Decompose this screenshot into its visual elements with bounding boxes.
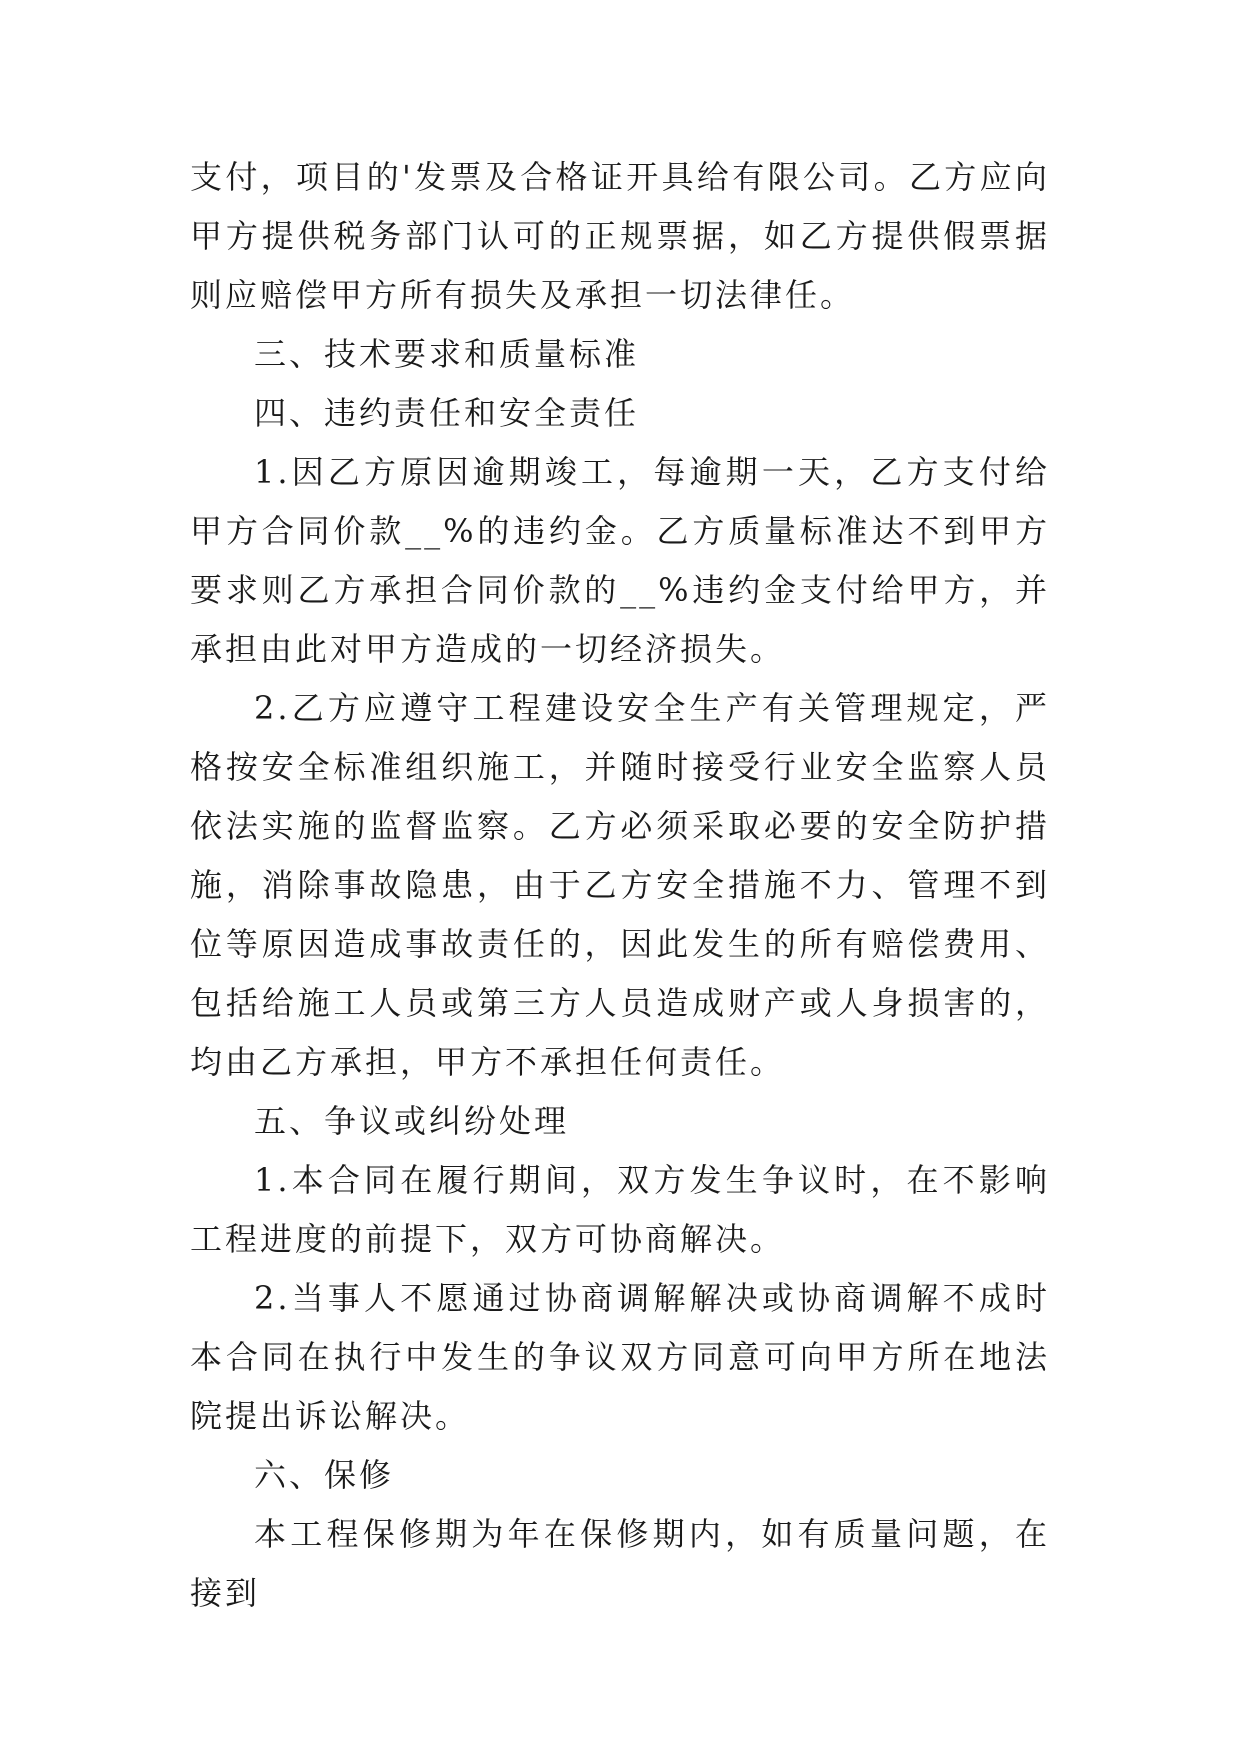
paragraph-safety-responsibility: 2.乙方应遵守工程建设安全生产有关管理规定，严格按安全标准组织施工，并随时接受行业安全监察人员依法实施的监督监察。乙方必须采取必要的安全防护措施，消除事故隐患，由于乙方安全措施不力、管理不到位等原因造成事故责任的，因此发生的所有赔偿费用、包括给施工人员或第三方人员造成财产或人身损害的，均由乙方承担，甲方不承担任何责任。 [190,689,1050,1081]
heading-dispute-resolution: 五、争议或纠纷处理 [254,1102,570,1140]
paragraph-warranty-period: 本工程保修期为年在保修期内，如有质量问题，在接到 [190,1515,1050,1612]
heading-breach-and-safety: 四、违约责任和安全责任 [254,394,640,432]
paragraph-dispute-negotiation: 1.本合同在履行期间，双方发生争议时，在不影响工程进度的前提下，双方可协商解决。 [190,1161,1050,1258]
paragraph-dispute-litigation: 2.当事人不愿通过协商调解解决或协商调解不成时本合同在执行中发生的争议双方同意可向甲方所在地法院提出诉讼解决。 [190,1279,1050,1435]
document-body [190,148,1050,1623]
heading-warranty: 六、保修 [254,1456,395,1494]
paragraph-delay-penalty: 1.因乙方原因逾期竣工，每逾期一天，乙方支付给甲方合同价款__%的违约金。乙方质量标准达不到甲方要求则乙方承担合同价款的__%违约金支付给甲方，并承担由此对甲方造成的一切经济损失。 [190,453,1050,668]
paragraph-payment-invoice: 支付，项目的'发票及合格证开具给有限公司。乙方应向甲方提供税务部门认可的正规票据，如乙方提供假票据则应赔偿甲方所有损失及承担一切法律任。 [190,158,1050,314]
heading-technical-requirements: 三、技术要求和质量标准 [254,335,640,373]
